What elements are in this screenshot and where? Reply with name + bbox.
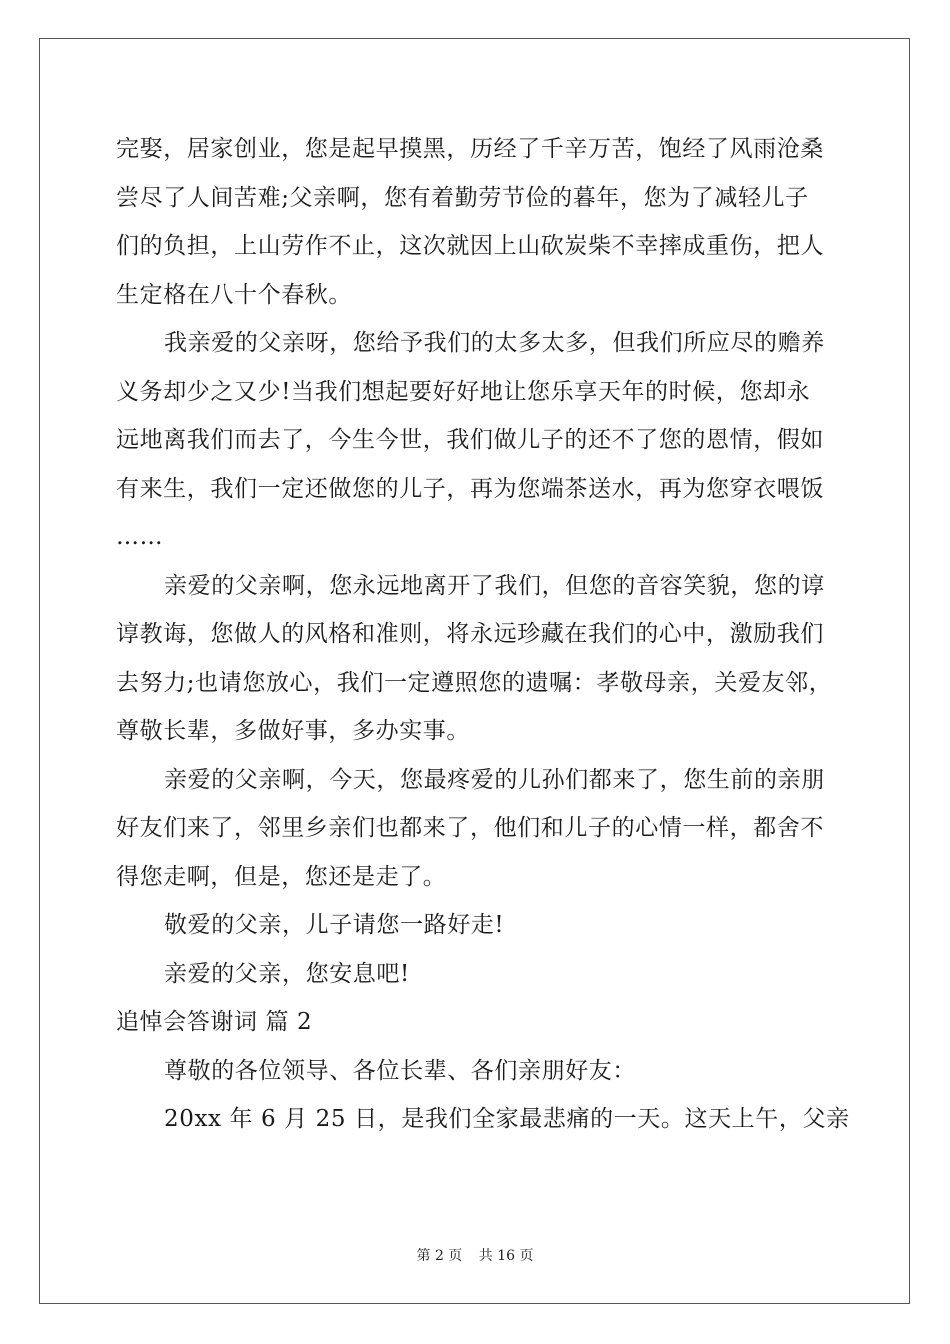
document-body — [116, 125, 850, 1144]
text-line: 们的负担，上山劳作不止，这次就因上山砍炭柴不幸摔成重伤，把人 — [116, 233, 824, 259]
text-line: 去努力;也请您放心，我们一定遵照您的遗嘱：孝敬母亲，关爱友邻， — [116, 669, 833, 696]
page-total: 共 16 页 — [478, 1248, 534, 1264]
text-line: 完娶，居家创业，您是起早摸黑，历经了千辛万苦，饱经了风雨沧桑 — [116, 136, 824, 162]
page-number: 第 2 页 — [416, 1248, 463, 1264]
text-line: 尊敬长辈，多做好事，多办实事。 — [116, 718, 470, 744]
text-line: 亲爱的父亲啊，您永远地离开了我们，但您的音容笑貌，您的谆 — [164, 572, 825, 599]
text-line: 得您走啊，但是，您还是走了。 — [116, 863, 447, 890]
text-line: 敬爱的父亲，儿子请您一路好走! — [164, 912, 505, 938]
text-line: 我亲爱的父亲呀，您给予我们的太多太多，但我们所应尽的赡养 — [164, 330, 825, 356]
text-line: 远地离我们而去了，今生今世，我们做儿子的还不了您的恩情，假如 — [116, 427, 824, 453]
text-line: 亲爱的父亲，您安息吧! — [164, 960, 410, 987]
text-line: 义务却少之又少!当我们想起要好好地让您乐享天年的时候，您却永 — [116, 378, 811, 405]
text-line: 生定格在八十个春秋。 — [116, 281, 352, 308]
text-line: …… — [116, 524, 164, 550]
text-line: 尊敬的各位领导、各位长辈、各们亲朋好友： — [164, 1057, 636, 1084]
text-line: 谆教诲，您做人的风格和准则，将永远珍藏在我们的心中，激励我们 — [116, 621, 824, 647]
text-line: 有来生，我们一定还做您的儿子，再为您端茶送水，再为您穿衣喂饭 — [116, 475, 824, 502]
page-footer — [0, 1245, 950, 1265]
text-line: 追悼会答谢词 篇 2 — [116, 1009, 313, 1035]
text-line: 尝尽了人间苦难;父亲啊，您有着勤劳节俭的暮年，您为了减轻儿子 — [116, 184, 809, 211]
text-line: 20xx 年 6 月 25 日，是我们全家最悲痛的一天。这天上午，父亲 — [164, 1106, 850, 1132]
text-line: 亲爱的父亲啊，今天，您最疼爱的儿孙们都来了，您生前的亲朋 — [164, 766, 825, 793]
text-line: 好友们来了，邻里乡亲们也都来了，他们和儿子的心情一样，都舍不 — [116, 815, 824, 841]
